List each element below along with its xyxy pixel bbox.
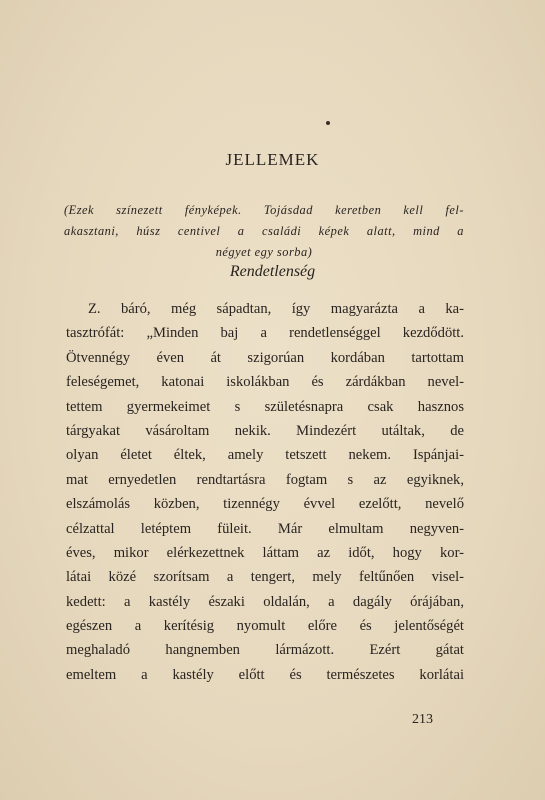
section-subtitle: Rendetlenség xyxy=(229,263,316,280)
note-line: négyet egy sorba) xyxy=(215,245,313,259)
body-text xyxy=(66,297,464,687)
body-line: elszámolás közben, tizennégy évvel ezelőtt, nevelő xyxy=(66,496,464,513)
note-line: (Ezek színezett fényképek. Tojásdad keretben kell fel- xyxy=(64,203,464,217)
body-line: feleségemet, katonai iskolákban és zárdákban nevel- xyxy=(66,374,464,391)
body-line: olyan életet éltek, amely tetszett nekem. Ispánjai- xyxy=(66,447,464,464)
body-line: Ötvennégy éven át szigorúan kordában tartottam xyxy=(66,349,464,366)
body-line: Z. báró, még sápadtan, így magyarázta a ka- xyxy=(88,301,464,317)
body-line: célzattal letéptem füleit. Már elmultam negyven- xyxy=(66,520,464,537)
page-number: 213 xyxy=(412,712,433,727)
note-line: akasztani, húsz centivel a családi képek alatt, mind a xyxy=(64,224,464,238)
chapter-title: JELLEMEK xyxy=(225,150,320,169)
body-line: emeltem a kastély előtt és természetes korlátai xyxy=(66,666,464,683)
body-line: tettem gyermekeimet s születésnapra csak hasznos xyxy=(66,398,464,415)
body-line: tárgyakat vásároltam nekik. Mindezért utáltak, de xyxy=(66,422,464,439)
body-line: éves, mikor elérkezettnek láttam az időt, hogy kor- xyxy=(66,544,464,561)
ornament-dot xyxy=(326,121,330,125)
body-line: tasztrófát: „Minden baj a rendetlenséggel kezdődött. xyxy=(66,325,464,342)
body-line: mat ernyedetlen rendtartásra fogtam s az egyiknek, xyxy=(66,471,464,488)
body-line: meghaladó hangnemben lármázott. Ezért gátat xyxy=(66,642,464,659)
italic-note xyxy=(64,200,464,263)
body-line: egészen a kerítésig nyomult előre és jelentőségét xyxy=(66,618,464,635)
body-line: kedett: a kastély északi oldalán, a dagály órájában, xyxy=(66,593,464,610)
body-line: látai közé szorítsam a tengert, mely feltűnően visel- xyxy=(66,569,464,586)
